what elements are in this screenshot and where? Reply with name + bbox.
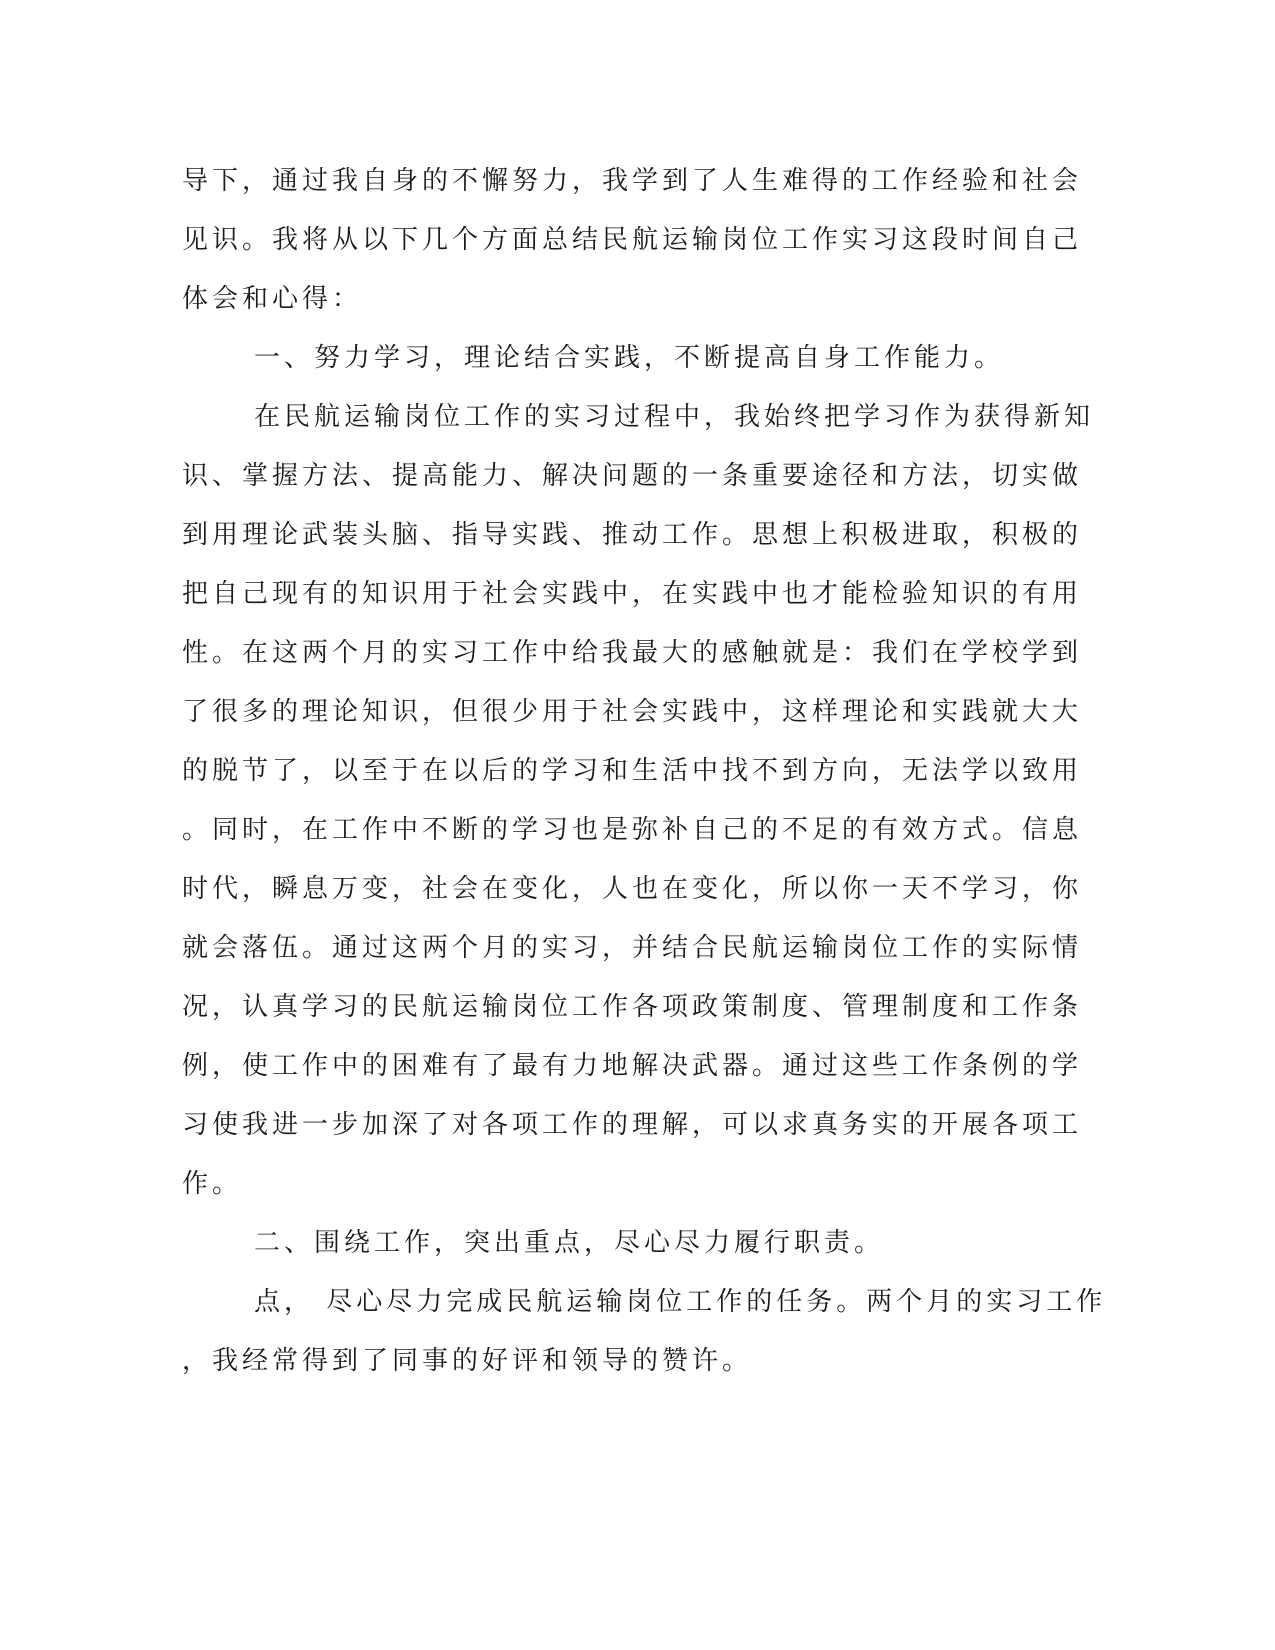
text-line: 体会和心得： bbox=[182, 284, 363, 314]
text-line: 就会落伍。通过这两个月的实习，并结合民航运输岗位工作的实际情 bbox=[182, 933, 1083, 963]
section-heading-2: 二、围绕工作，突出重点，尽心尽力履行职责。 bbox=[254, 1228, 885, 1258]
section-heading-1: 一、努力学习，理论结合实践，不断提高自身工作能力。 bbox=[254, 343, 1005, 373]
text-line: 性。在这两个月的实习工作中给我最大的感触就是：我们在学校学到 bbox=[182, 638, 1083, 668]
text-line: 时代，瞬息万变，社会在变化，人也在变化，所以你一天不学习，你 bbox=[182, 874, 1083, 904]
text-line: ，我经常得到了同事的好评和领导的赞许。 bbox=[182, 1346, 753, 1376]
text-line: 例，使工作中的困难有了最有力地解决武器。通过这些工作条例的学 bbox=[182, 1051, 1083, 1081]
text-line: 的脱节了，以至于在以后的学习和生活中找不到方向，无法学以致用 bbox=[182, 756, 1083, 786]
text-line: 在民航运输岗位工作的实习过程中，我始终把学习作为获得新知 bbox=[254, 402, 1095, 432]
text-line: 识、掌握方法、提高能力、解决问题的一条重要途径和方法，切实做 bbox=[182, 461, 1083, 491]
text-line: 到用理论武装头脑、指导实践、推动工作。思想上积极进取，积极的 bbox=[182, 520, 1083, 550]
text-line: 习使我进一步加深了对各项工作的理解，可以求真务实的开展各项工 bbox=[182, 1110, 1083, 1140]
text-line: 况，认真学习的民航运输岗位工作各项政策制度、管理制度和工作条 bbox=[182, 992, 1083, 1022]
document-body bbox=[182, 152, 1107, 1391]
text-line: 。同时，在工作中不断的学习也是弥补自己的不足的有效方式。信息 bbox=[182, 815, 1083, 845]
text-line: 了很多的理论知识，但很少用于社会实践中，这样理论和实践就大大 bbox=[182, 697, 1083, 727]
text-line: 导下，通过我自身的不懈努力，我学到了人生难得的工作经验和社会 bbox=[182, 166, 1083, 196]
text-line: 作。 bbox=[182, 1169, 243, 1199]
text-line: 见识。我将从以下几个方面总结民航运输岗位工作实习这段时间自己 bbox=[182, 225, 1083, 255]
text-line: 点， 尽心尽力完成民航运输岗位工作的任务。两个月的实习工作 bbox=[254, 1287, 1107, 1317]
text-line: 把自己现有的知识用于社会实践中，在实践中也才能检验知识的有用 bbox=[182, 579, 1083, 609]
